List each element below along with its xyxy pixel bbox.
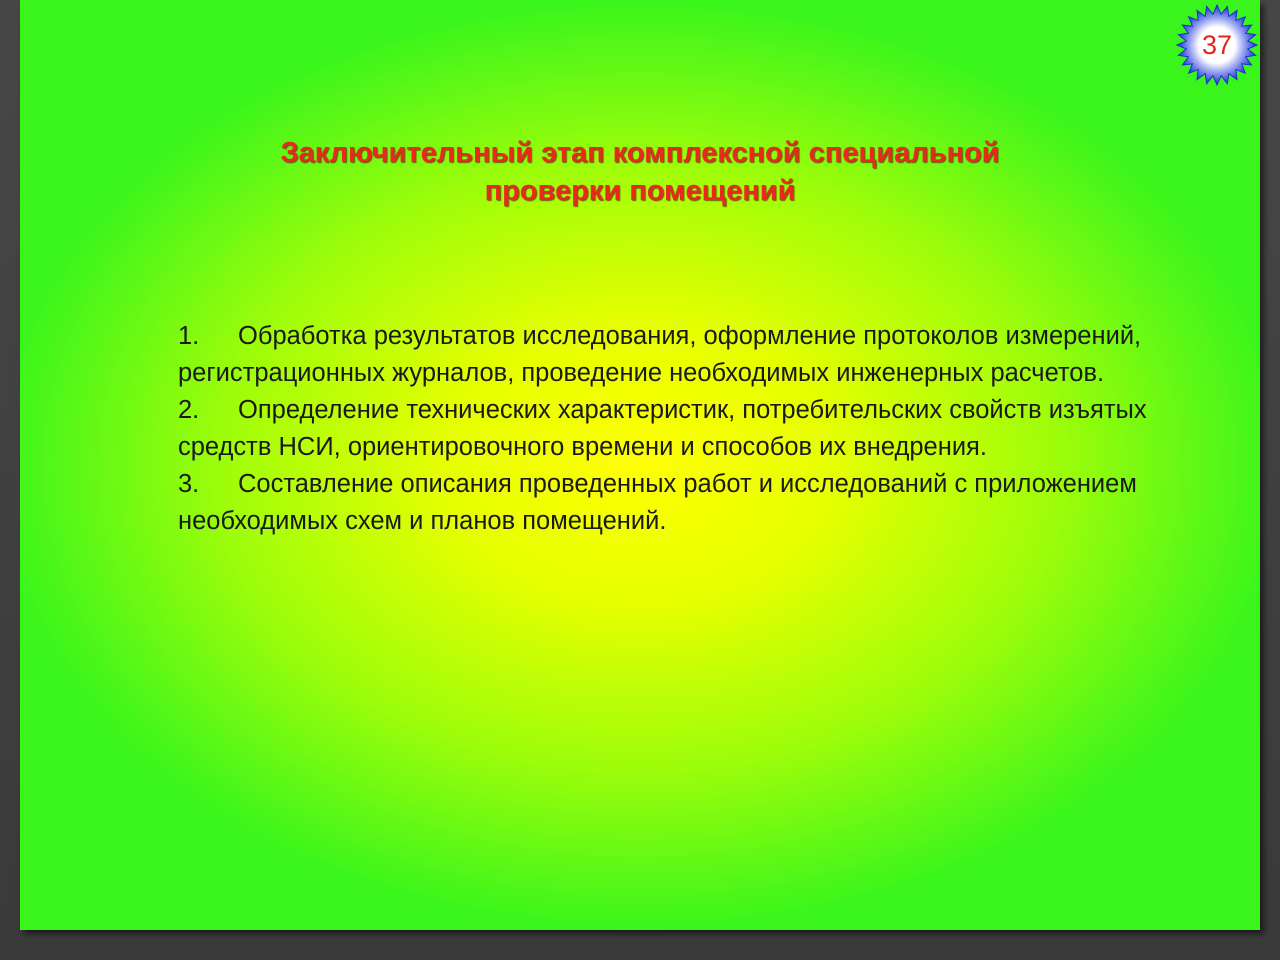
list-item xyxy=(178,318,1168,392)
slide xyxy=(20,0,1260,930)
numbered-list xyxy=(178,318,1168,540)
list-item-number: 1. xyxy=(178,322,200,350)
title-line-2: проверки помещений xyxy=(484,175,796,207)
list-item-text: Обработка результатов исследования, оформление протоколов измерений, регистрационных журналов, проведение необходимых инженерных расчетов. xyxy=(178,322,1142,387)
title-line-1: Заключительный этап комплексной специальной xyxy=(280,137,1000,169)
slide-number: 37 xyxy=(1201,30,1233,60)
list-item xyxy=(178,392,1168,466)
list-item-number: 3. xyxy=(178,470,200,498)
slide-title xyxy=(80,134,1200,210)
slide-number-badge xyxy=(1176,4,1258,86)
list-item-text: Составление описания проведенных работ и исследований с приложением необходимых схем и планов помещений. xyxy=(178,470,1137,535)
list-item xyxy=(178,466,1168,540)
list-item-text: Определение технических характеристик, потребительских свойств изъятых средств НСИ, ориентировочного времени и способов их внедрения. xyxy=(178,396,1147,461)
list-item-number: 2. xyxy=(178,396,200,424)
